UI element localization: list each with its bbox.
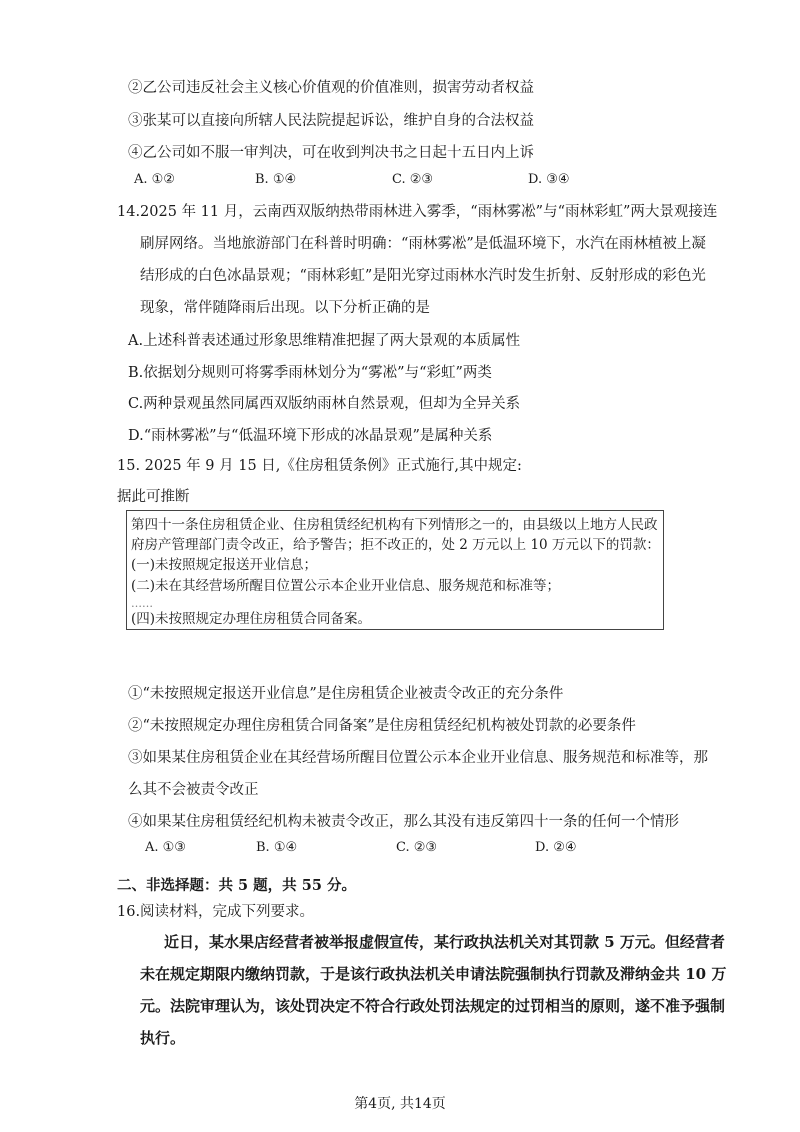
q13-option-a: A. ①② — [134, 172, 175, 187]
regulation-line-1: 第四十一条住房租赁企业、住房租赁经纪机构有下列情形之一的，由县级以上地方人民政 — [131, 517, 658, 533]
q16-prompt: 16.阅读材料，完成下列要求。 — [117, 904, 315, 920]
section-heading: 二、非选择题：共 5 题，共 55 分。 — [117, 877, 356, 894]
q16-material-line-2: 未在规定期限内缴纳罚款，于是该行政执法机关申请法院强制执行罚款及滞纳金共 10 万 — [140, 965, 727, 983]
q14-option-b: B.依据划分规则可将雾季雨林划分为“雾凇”与“彩虹”两类 — [128, 365, 492, 381]
q14-stem-line-1: 14.2025 年 11 月，云南西双版纳热带雨林进入雾季，“雨林雾凇”与“雨林彩虹”两大景观接连 — [117, 204, 718, 220]
q13-statement-3: ③张某可以直接向所辖人民法院提起诉讼，维护自身的合法权益 — [128, 113, 534, 129]
q15-option-a: A. ①③ — [145, 840, 186, 855]
q15-statement-1: ①“未按照规定报送开业信息”是住房租赁企业被责令改正的充分条件 — [128, 686, 564, 702]
q15-option-d: D. ②④ — [535, 840, 577, 855]
q15-intro: 15. 2025 年 9 月 15 日,《住房租赁条例》正式施行,其中规定: — [117, 458, 522, 474]
regulation-ellipsis: …… — [131, 597, 153, 610]
regulation-line-3: (一)未按照规定报送开业信息； — [131, 557, 318, 573]
q13-statement-4: ④乙公司如不服一审判决，可在收到判决书之日起十五日内上诉 — [128, 145, 534, 161]
q14-stem-line-4: 现象，常伴随降雨后出现。以下分析正确的是 — [140, 300, 430, 316]
q16-material-line-1: 近日，某水果店经营者被举报虚假宣传，某行政执法机关对其罚款 5 万元。但经营者 — [164, 933, 725, 951]
q15-infer: 据此可推断 — [117, 489, 190, 505]
q15-statement-3b: 么其不会被责令改正 — [128, 782, 259, 798]
regulation-line-6: (四)未按照规定办理住房租赁合同备案。 — [131, 611, 372, 627]
q14-option-a: A.上述科普表述通过形象思维精准把握了两大景观的本质属性 — [128, 333, 521, 349]
q15-statement-4: ④如果某住房租赁经纪机构未被责令改正，那么其没有违反第四十一条的任何一个情形 — [128, 814, 679, 830]
q15-regulation-box — [126, 510, 664, 630]
q14-option-d: D.“雨林雾凇”与“低温环境下形成的冰晶景观”是属种关系 — [128, 428, 493, 444]
q15-statement-3a: ③如果某住房租赁企业在其经营场所醒目位置公示本企业开业信息、服务规范和标准等，那 — [128, 750, 708, 766]
q15-option-b: B. ①④ — [256, 840, 298, 855]
q14-stem-line-3: 结形成的白色冰晶景观；“雨林彩虹”是阳光穿过雨林水汽时发生折射、反射形成的彩色光 — [140, 268, 706, 284]
q13-option-d: D. ③④ — [528, 172, 570, 187]
q14-stem-line-2: 刷屏网络。当地旅游部门在科普时明确：“雨林雾凇”是低温环境下，水汽在雨林植被上凝 — [140, 236, 706, 252]
q13-statement-2: ②乙公司违反社会主义核心价值观的价值准则，损害劳动者权益 — [128, 80, 534, 96]
q14-option-c: C.两种景观虽然同属西双版纳雨林自然景观，但却为全异关系 — [128, 396, 521, 412]
q16-material-line-4: 执行。 — [140, 1029, 186, 1047]
q16-material-line-3: 元。法院审理认为，该处罚决定不符合行政处罚法规定的过罚相当的原则，遂不准予强制 — [140, 997, 726, 1015]
q13-option-c: C. ②③ — [392, 172, 434, 187]
regulation-line-2: 府房产管理部门责令改正，给予警告；拒不改正的，处 2 万元以上 10 万元以下的罚款： — [131, 537, 660, 553]
q15-statement-2: ②“未按照规定办理住房租赁合同备案”是住房租赁经纪机构被处罚款的必要条件 — [128, 718, 636, 734]
page-number: 第4页, 共14页 — [354, 1096, 446, 1112]
q15-option-c: C. ②③ — [396, 840, 438, 855]
q13-option-b: B. ①④ — [255, 172, 297, 187]
regulation-line-4: (二)未在其经营场所醒目位置公示本企业开业信息、服务规范和标准等； — [131, 578, 561, 594]
